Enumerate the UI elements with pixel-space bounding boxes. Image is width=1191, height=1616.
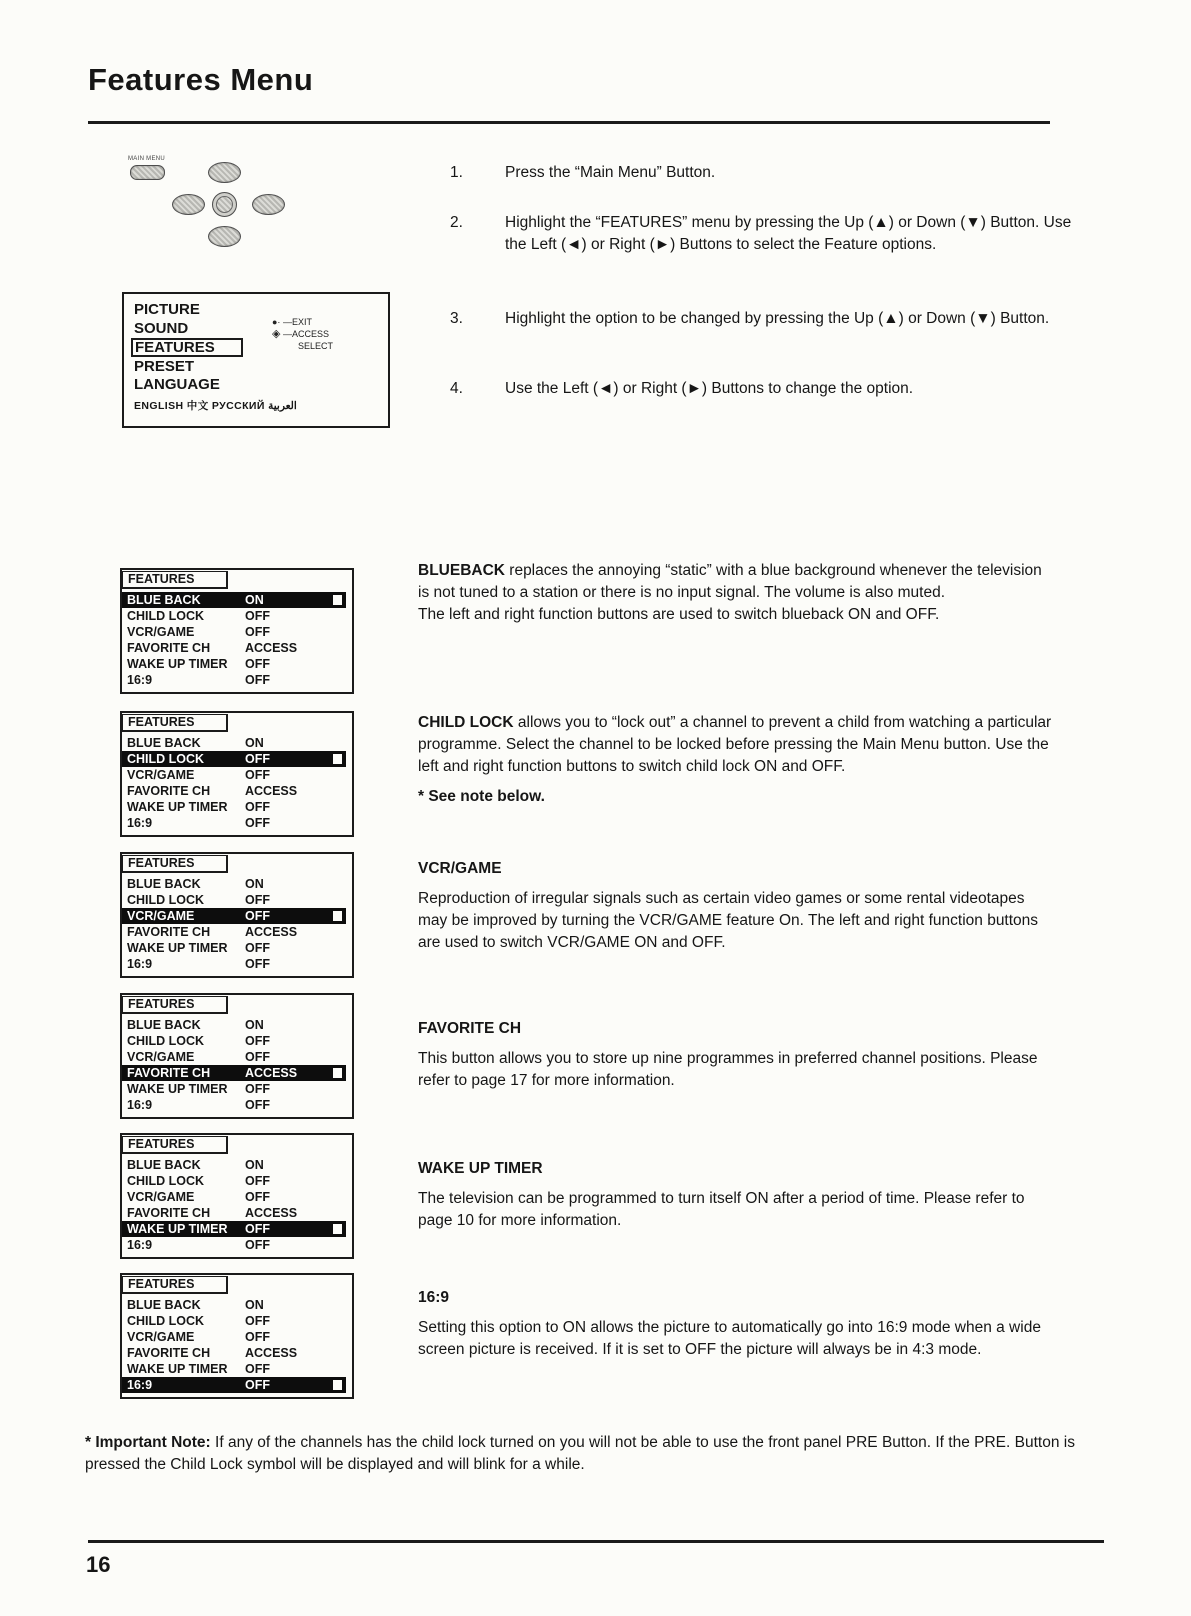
step-text: Highlight the option to be changed by pressing the Up (▲) or Down (▼) Button. bbox=[505, 310, 1050, 327]
features-menu-16-9 bbox=[120, 1273, 354, 1399]
menu-row-child-lock: CHILD LOCK OFF bbox=[127, 609, 270, 623]
page-number: 16 bbox=[86, 1552, 111, 1577]
menu-row-favorite-ch: FAVORITE CH ACCESS bbox=[127, 925, 298, 939]
section-body: CHILD LOCK allows you to “lock out” a channel to prevent a child from watching a particular programme. Select the channel to be locked before pressing the Main Menu button. Use the left and right function buttons to switch child lock ON and OFF. bbox=[418, 714, 1052, 775]
menu-item-preset: PRESET bbox=[134, 357, 195, 375]
section-lead: BLUEBACK bbox=[418, 562, 505, 579]
menu-row-blue-back: BLUE BACK ON bbox=[127, 1298, 264, 1312]
section-heading: VCR/GAME bbox=[418, 860, 502, 877]
step-text: Use the Left (◄) or Right (►) Buttons to change the option. bbox=[505, 380, 914, 397]
section-vcr-game bbox=[418, 858, 1054, 954]
section-body: BLUEBACK replaces the annoying “static” with a blue background whenever the television is not tuned to a station or there is no input signal. The volume is also muted. bbox=[418, 562, 1042, 601]
important-note bbox=[85, 1432, 1085, 1476]
menu-row-blue-back: BLUE BACK ON bbox=[127, 736, 264, 750]
legend-access: ◈ —ACCESS bbox=[272, 328, 329, 340]
menu-row-child-lock: CHILD LOCK OFF bbox=[127, 1174, 270, 1188]
down-button-icon bbox=[208, 226, 241, 247]
menu-row-16-9: 16:9 OFF bbox=[127, 816, 270, 830]
title-rule bbox=[88, 121, 1050, 124]
section-favorite-ch bbox=[418, 1018, 1054, 1092]
step-2 bbox=[450, 212, 1073, 257]
section-blueback bbox=[418, 560, 1054, 626]
menu-title: FEATURES bbox=[121, 714, 228, 732]
menu-row-wake-up-timer: WAKE UP TIMER OFF bbox=[127, 941, 270, 955]
features-menu-child-lock bbox=[120, 711, 354, 837]
menu-row-wake-up-timer: WAKE UP TIMER OFF bbox=[127, 1362, 270, 1376]
center-button-icon bbox=[212, 192, 237, 217]
menu-item-features-box: FEATURES bbox=[131, 338, 243, 357]
step-text: Highlight the “FEATURES” menu by pressing the Up (▲) or Down (▼) Button. Use the Left (◄) or Right (►) Buttons to select the Feature options. bbox=[505, 214, 1072, 254]
step-4 bbox=[450, 378, 1073, 400]
section-16-9 bbox=[418, 1287, 1054, 1361]
menu-row-blue-back: BLUE BACK ON bbox=[127, 877, 264, 891]
important-note-lead: * Important Note: bbox=[85, 1434, 211, 1451]
menu-row-child-lock: CHILD LOCK OFF bbox=[127, 1034, 270, 1048]
up-button-icon bbox=[208, 162, 241, 183]
menu-title: FEATURES bbox=[121, 855, 228, 873]
menu-item-language: LANGUAGE bbox=[134, 376, 220, 393]
menu-row-child-lock: CHILD LOCK OFF bbox=[122, 751, 346, 767]
menu-row-vcr-game: VCR/GAME OFF bbox=[127, 1190, 270, 1204]
menu-title: FEATURES bbox=[121, 1136, 228, 1154]
menu-item-sound: SOUND bbox=[134, 319, 189, 337]
menu-item-picture: PICTURE bbox=[134, 301, 200, 318]
step-number: 1. bbox=[450, 164, 463, 181]
menu-row-vcr-game: VCR/GAME OFF bbox=[127, 768, 270, 782]
menu-row-16-9: 16:9 OFF bbox=[127, 957, 270, 971]
features-menu-vcr-game bbox=[120, 852, 354, 978]
main-menu-button-icon bbox=[130, 165, 165, 180]
step-number: 2. bbox=[450, 214, 463, 231]
menu-row-vcr-game: VCR/GAME OFF bbox=[127, 625, 270, 639]
menu-row-favorite-ch: FAVORITE CH ACCESS bbox=[127, 1346, 298, 1360]
remote-buttons-illustration bbox=[128, 156, 328, 262]
menu-row-vcr-game: VCR/GAME OFF bbox=[127, 1330, 270, 1344]
section-body: The television can be programmed to turn itself ON after a period of time. Please refer to page 10 for more information. bbox=[418, 1190, 1025, 1229]
menu-row-wake-up-timer: WAKE UP TIMER OFF bbox=[127, 1082, 270, 1096]
features-menu-favorite-ch bbox=[120, 993, 354, 1119]
section-heading: 16:9 bbox=[418, 1289, 450, 1306]
footer-rule bbox=[88, 1540, 1104, 1543]
section-body: Setting this option to ON allows the picture to automatically go into 16:9 mode when a wide screen picture is received. If it is set to OFF the picture will always be in 4:3 mode. bbox=[418, 1319, 1041, 1358]
main-menu-box bbox=[122, 292, 390, 428]
menu-row-16-9: 16:9 OFF bbox=[127, 673, 270, 687]
menu-row-wake-up-timer: WAKE UP TIMER OFF bbox=[122, 1221, 346, 1237]
menu-row-blue-back: BLUE BACK ON bbox=[122, 592, 346, 608]
right-button-icon bbox=[252, 194, 285, 215]
section-child-lock bbox=[418, 712, 1054, 808]
section-body-2: The left and right function buttons are used to switch blueback ON and OFF. bbox=[418, 606, 940, 623]
menu-row-16-9: 16:9 OFF bbox=[122, 1377, 346, 1393]
section-body: Reproduction of irregular signals such as certain video games or some rental videotapes may be improved by turning the VCR/GAME feature On. The left and right function buttons are used to switch VCR/GAME ON and OFF. bbox=[418, 890, 1039, 951]
menu-row-16-9: 16:9 OFF bbox=[127, 1098, 270, 1112]
menu-legend bbox=[272, 316, 382, 352]
section-heading: FAVORITE CH bbox=[418, 1020, 522, 1037]
nav-diamond-icon: ◈ bbox=[272, 328, 281, 340]
legend-exit: ●· —EXIT bbox=[272, 317, 312, 327]
menu-title: FEATURES bbox=[121, 1276, 228, 1294]
menu-row-child-lock: CHILD LOCK OFF bbox=[127, 893, 270, 907]
step-1 bbox=[450, 162, 1073, 184]
legend-select: SELECT bbox=[298, 341, 334, 351]
see-note-line: * See note below. bbox=[418, 788, 545, 805]
main-menu-button-label: MAIN MENU bbox=[128, 156, 166, 162]
important-note-text: * Important Note: If any of the channels has the child lock turned on you will not be able to use the front panel PRE Button. If the PRE. Button is pressed the Child Lock symbol will be displayed and will blink for a while. bbox=[85, 1434, 1075, 1473]
menu-row-blue-back: BLUE BACK ON bbox=[127, 1158, 264, 1172]
step-text: Press the “Main Menu” Button. bbox=[505, 164, 716, 181]
step-number: 3. bbox=[450, 310, 463, 327]
bullet-icon: ●· bbox=[272, 317, 281, 327]
section-heading: WAKE UP TIMER bbox=[418, 1160, 543, 1177]
menu-row-favorite-ch: FAVORITE CH ACCESS bbox=[127, 784, 298, 798]
features-menu-wake-up-timer bbox=[120, 1133, 354, 1259]
page-title: Features Menu bbox=[88, 62, 314, 97]
menu-row-wake-up-timer: WAKE UP TIMER OFF bbox=[127, 800, 270, 814]
menu-row-vcr-game: VCR/GAME OFF bbox=[127, 1050, 270, 1064]
menu-row-16-9: 16:9 OFF bbox=[127, 1238, 270, 1252]
section-wake-up-timer bbox=[418, 1158, 1054, 1232]
features-menu-blueback bbox=[120, 568, 354, 694]
menu-row-favorite-ch: FAVORITE CH ACCESS bbox=[127, 1206, 298, 1220]
left-button-icon bbox=[172, 194, 205, 215]
menu-title: FEATURES bbox=[121, 996, 228, 1014]
language-options: ENGLISH 中文 РУССКИЙ العربية bbox=[134, 399, 297, 412]
menu-row-child-lock: CHILD LOCK OFF bbox=[127, 1314, 270, 1328]
menu-row-blue-back: BLUE BACK ON bbox=[127, 1018, 264, 1032]
section-lead: CHILD LOCK bbox=[418, 714, 514, 731]
menu-row-favorite-ch: FAVORITE CH ACCESS bbox=[127, 641, 298, 655]
menu-row-vcr-game: VCR/GAME OFF bbox=[122, 908, 346, 924]
step-3 bbox=[450, 308, 1073, 330]
section-body: This button allows you to store up nine programmes in preferred channel positions. Please refer to page 17 for more information. bbox=[418, 1050, 1038, 1089]
menu-title: FEATURES bbox=[121, 571, 228, 589]
step-number: 4. bbox=[450, 380, 463, 397]
menu-row-wake-up-timer: WAKE UP TIMER OFF bbox=[127, 657, 270, 671]
menu-row-favorite-ch: FAVORITE CH ACCESS bbox=[122, 1065, 346, 1081]
